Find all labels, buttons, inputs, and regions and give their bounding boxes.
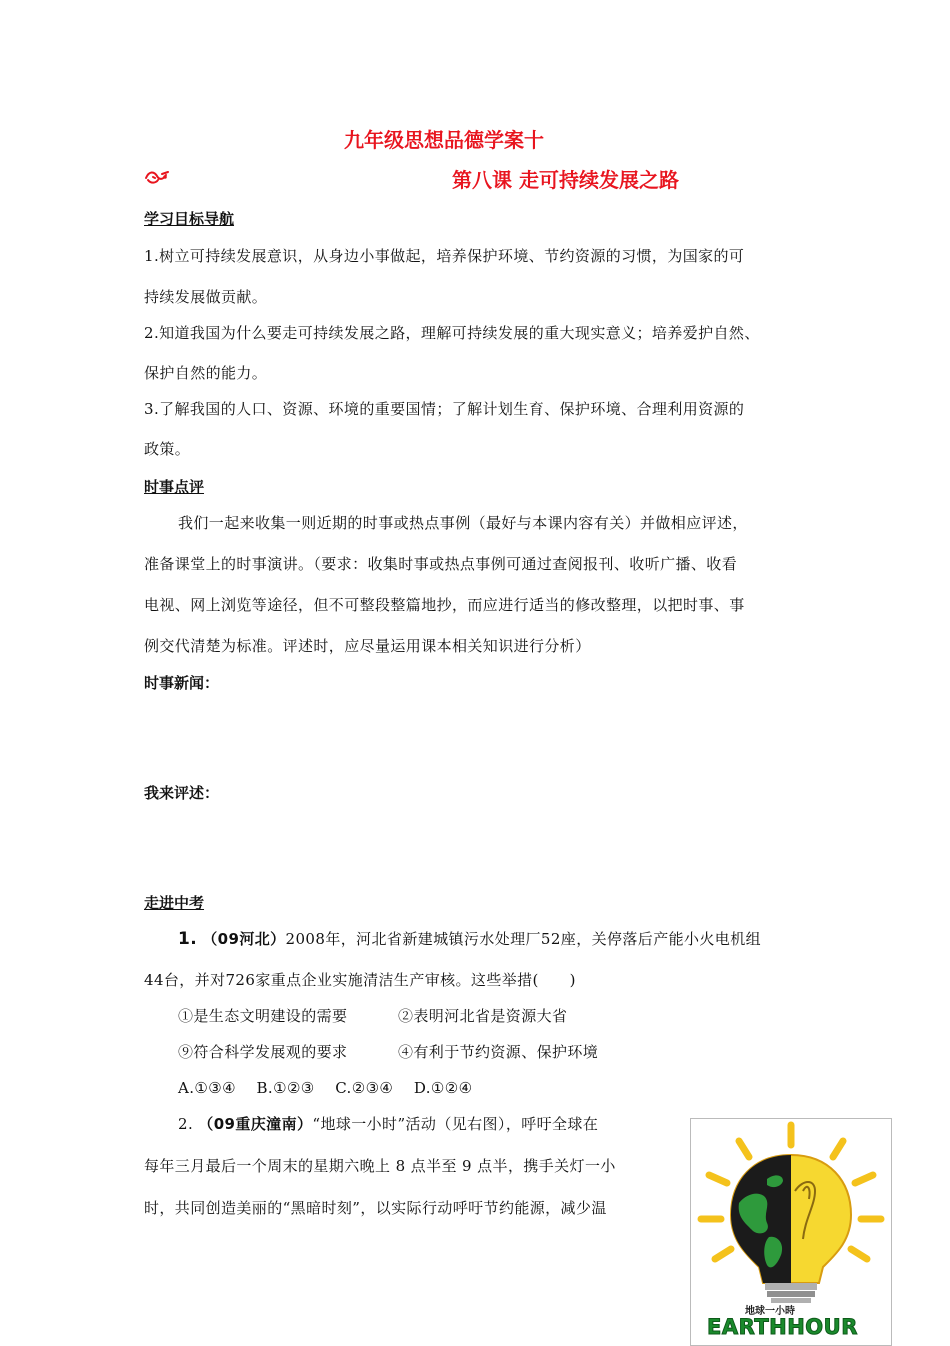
question-2-line-1 — [178, 1113, 598, 1134]
question-2-number: 2. — [178, 1115, 194, 1133]
dragon-ornament-icon — [144, 168, 170, 186]
goal-2-line-1: 2.知道我国为什么要走可持续发展之路，理解可持续发展的重大现实意义；培养爱护自然、 — [144, 324, 760, 342]
question-1-option-4: ④有利于节约资源、保护环境 — [398, 1043, 599, 1061]
lesson-subtitle: 第八课 走可持续发展之路 — [452, 168, 679, 192]
goal-3-line-2: 政策。 — [144, 440, 191, 458]
goal-1-line-2: 持续发展做贡献。 — [144, 288, 268, 306]
question-2-text-a: “地球一小时”活动（见右图），呼吁全球在 — [312, 1115, 599, 1133]
question-1-line-2: 44台，并对726家重点企业实施清洁生产审核。这些举措( ) — [144, 971, 576, 989]
section-heading-exam: 走进中考 — [144, 894, 205, 912]
question-2-line-2: 每年三月最后一个周末的星期六晚上 8 点半至 9 点半，携手关灯一小 — [144, 1157, 616, 1175]
goal-3-line-1: 3.了解我国的人口、资源、环境的重要国情；了解计划生育、保护环境、合理利用资源的 — [144, 400, 745, 418]
question-1-number: 1. — [178, 929, 198, 949]
goal-1-line-1: 1.树立可持续发展意识，从身边小事做起，培养保护环境、节约资源的习惯，为国家的可 — [144, 247, 745, 265]
question-1-line-1 — [178, 928, 761, 949]
question-2-source: （09重庆潼南） — [198, 1115, 313, 1133]
document-title: 九年级思想品德学案十 — [344, 128, 544, 152]
label-my-comment: 我来评述： — [144, 784, 220, 802]
section-heading-goals: 学习目标导航 — [144, 210, 235, 228]
current-events-line-4: 例交代清楚为标准。评述时，应尽量运用课本相关知识进行分析） — [144, 637, 591, 655]
current-events-line-1: 我们一起来收集一则近期的时事或热点事例（最好与本课内容有关）并做相应评述， — [178, 514, 748, 532]
current-events-line-3: 电视、网上浏览等途径，但不可整段整篇地抄，而应进行适当的修改整理，以把时事、事 — [144, 596, 745, 614]
question-1-option-1: ①是生态文明建设的需要 — [178, 1007, 348, 1025]
question-1-choices: A.①③④ B.①②③ C.②③④ D.①②④ — [178, 1079, 473, 1097]
earth-hour-poster — [690, 1118, 892, 1346]
current-events-line-2: 准备课堂上的时事演讲。（要求：收集时事或热点事例可通过查阅报刊、收听广播、收看 — [144, 555, 738, 573]
goal-2-line-2: 保护自然的能力。 — [144, 364, 268, 382]
question-1-source: （09河北） — [202, 930, 286, 948]
question-1-option-3: ⑨符合科学发展观的要求 — [178, 1043, 348, 1061]
question-2-line-3: 时，共同创造美丽的“黑暗时刻”，以实际行动呼吁节约能源，减少温 — [144, 1199, 607, 1217]
label-current-news: 时事新闻： — [144, 674, 220, 692]
earth-hour-en-label: EARTHHOUR — [707, 1315, 858, 1339]
earth-hour-cn-label: 地球一小時 — [745, 1306, 795, 1317]
question-1-option-2: ②表明河北省是资源大省 — [398, 1007, 568, 1025]
question-1-text-a: 2008年，河北省新建城镇污水处理厂52座，关停落后产能小火电机组 — [285, 930, 762, 948]
section-heading-current-events: 时事点评 — [144, 478, 205, 496]
